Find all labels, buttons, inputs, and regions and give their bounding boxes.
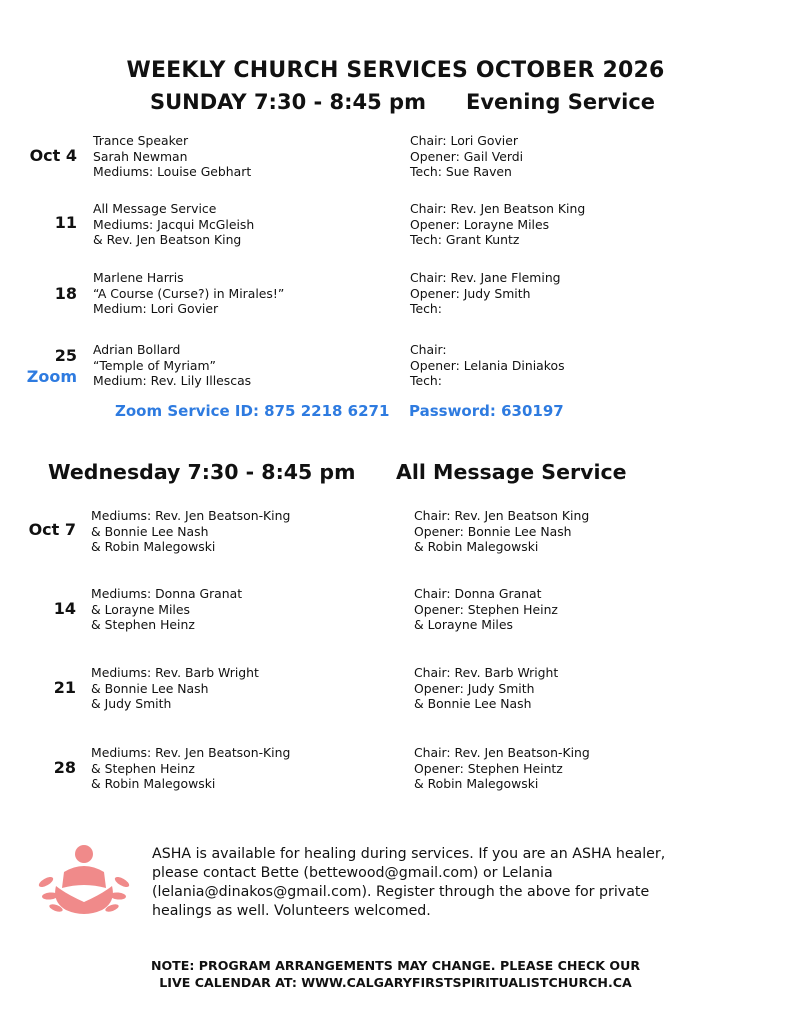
sunday-date: 18 [54,284,77,303]
note-line: NOTE: PROGRAM ARRANGEMENTS MAY CHANGE. PLEASE CHECK OUR [150,958,641,973]
role-line: Opener: Stephen Heintz [414,760,563,776]
wednesday-date: Oct 7 [28,520,76,539]
sunday-program [93,201,254,248]
wednesday-date: 21 [53,678,76,697]
medium-line: & Robin Malegowski [91,776,216,792]
program-line: Marlene Harris [93,270,184,285]
medium-line: & Bonnie Lee Nash [91,523,209,539]
role-line: & Bonnie Lee Nash [414,696,532,712]
medium-line: Mediums: Rev. Jen Beatson-King [91,508,291,523]
role-line: Opener: Lorayne Miles [410,216,550,232]
sunday-program [93,270,284,317]
sunday-date: 11 [54,213,77,232]
healing-hands-icon [36,842,132,922]
asha-notice [152,845,712,921]
footer-note [0,957,791,991]
program-line: Medium: Rev. Lily Illescas [93,373,252,389]
wednesday-roles [414,665,558,712]
role-line: Chair: Rev. Jen Beatson King [410,201,586,216]
role-line: Chair: Lori Govier [410,133,518,148]
sunday-date: 25 [54,346,77,365]
asha-line: healings as well. Volunteers welcomed. [152,903,431,919]
program-line: & Rev. Jen Beatson King [93,232,242,248]
role-line: & Lorayne Miles [414,617,513,633]
medium-line: & Stephen Heinz [91,760,195,776]
wednesday-roles [414,745,590,792]
role-line: Opener: Stephen Heinz [414,601,558,617]
zoom-password: Password: 630197 [409,402,564,420]
role-line: Tech: Sue Raven [410,164,512,180]
sunday-roles [410,201,585,248]
program-line: “Temple of Myriam” [93,357,216,373]
medium-line: Mediums: Rev. Jen Beatson-King [91,745,291,760]
role-line: Tech: [410,301,442,317]
sunday-date: Oct 4 [29,146,77,165]
wednesday-mediums [91,665,259,712]
medium-line: & Bonnie Lee Nash [91,680,209,696]
medium-line: & Stephen Heinz [91,617,195,633]
role-line: Chair: Donna Granat [414,586,542,601]
medium-line: & Robin Malegowski [91,539,216,555]
medium-line: Mediums: Rev. Barb Wright [91,665,259,680]
role-line: Opener: Judy Smith [414,680,535,696]
role-line: Tech: Grant Kuntz [410,232,520,248]
program-line: Trance Speaker [93,133,189,148]
wednesday-date: 28 [53,758,76,777]
role-line: Chair: Rev. Jane Fleming [410,270,561,285]
wednesday-time-heading: Wednesday 7:30 - 8:45 pm [48,460,356,484]
role-line: Chair: Rev. Barb Wright [414,665,559,680]
zoom-service-id: Zoom Service ID: 875 2218 6271 [115,402,390,420]
wednesday-mediums [91,586,242,633]
program-line: “A Course (Curse?) in Mirales!” [93,285,285,301]
role-line: Chair: Rev. Jen Beatson-King [414,745,590,760]
role-line: Tech: [410,373,442,389]
wednesday-date: 14 [53,599,76,618]
program-line: Adrian Bollard [93,342,181,357]
program-line: Medium: Lori Govier [93,301,219,317]
medium-line: & Lorayne Miles [91,601,190,617]
sunday-roles [410,342,565,389]
wednesday-service-heading: All Message Service [396,460,627,484]
asha-line: ASHA is available for healing during services. If you are an ASHA healer, [152,846,666,862]
role-line: & Robin Malegowski [414,539,539,555]
role-line: Opener: Lelania Diniakos [410,357,565,373]
role-line: Chair: Rev. Jen Beatson King [414,508,590,523]
wednesday-mediums [91,508,290,555]
wednesday-roles [414,508,589,555]
sunday-program [93,133,251,180]
note-line: LIVE CALENDAR AT: WWW.CALGARYFIRSTSPIRITUALISTCHURCH.CA [159,975,632,990]
program-line: Mediums: Jacqui McGleish [93,216,255,232]
sunday-roles [410,270,561,317]
sunday-roles [410,133,523,180]
sunday-time-heading: SUNDAY 7:30 - 8:45 pm [150,90,426,114]
program-line: Mediums: Louise Gebhart [93,164,252,180]
program-line: All Message Service [93,201,217,216]
role-line: & Robin Malegowski [414,776,539,792]
page-title: WEEKLY CHURCH SERVICES OCTOBER 2026 [126,58,665,83]
sunday-program [93,342,251,389]
program-line: Sarah Newman [93,148,188,164]
role-line: Opener: Bonnie Lee Nash [414,523,572,539]
sunday-service-heading: Evening Service [466,90,656,114]
wednesday-roles [414,586,558,633]
medium-line: & Judy Smith [91,696,172,712]
asha-line: please contact Bette (bettewood@gmail.com) or Lelania [152,865,553,881]
role-line: Opener: Judy Smith [410,285,531,301]
zoom-label: Zoom [26,367,77,386]
medium-line: Mediums: Donna Granat [91,586,243,601]
asha-line: (lelania@dinakos@gmail.com). Register through the above for private [152,884,650,900]
wednesday-mediums [91,745,290,792]
role-line: Chair: [410,342,447,357]
role-line: Opener: Gail Verdi [410,148,524,164]
